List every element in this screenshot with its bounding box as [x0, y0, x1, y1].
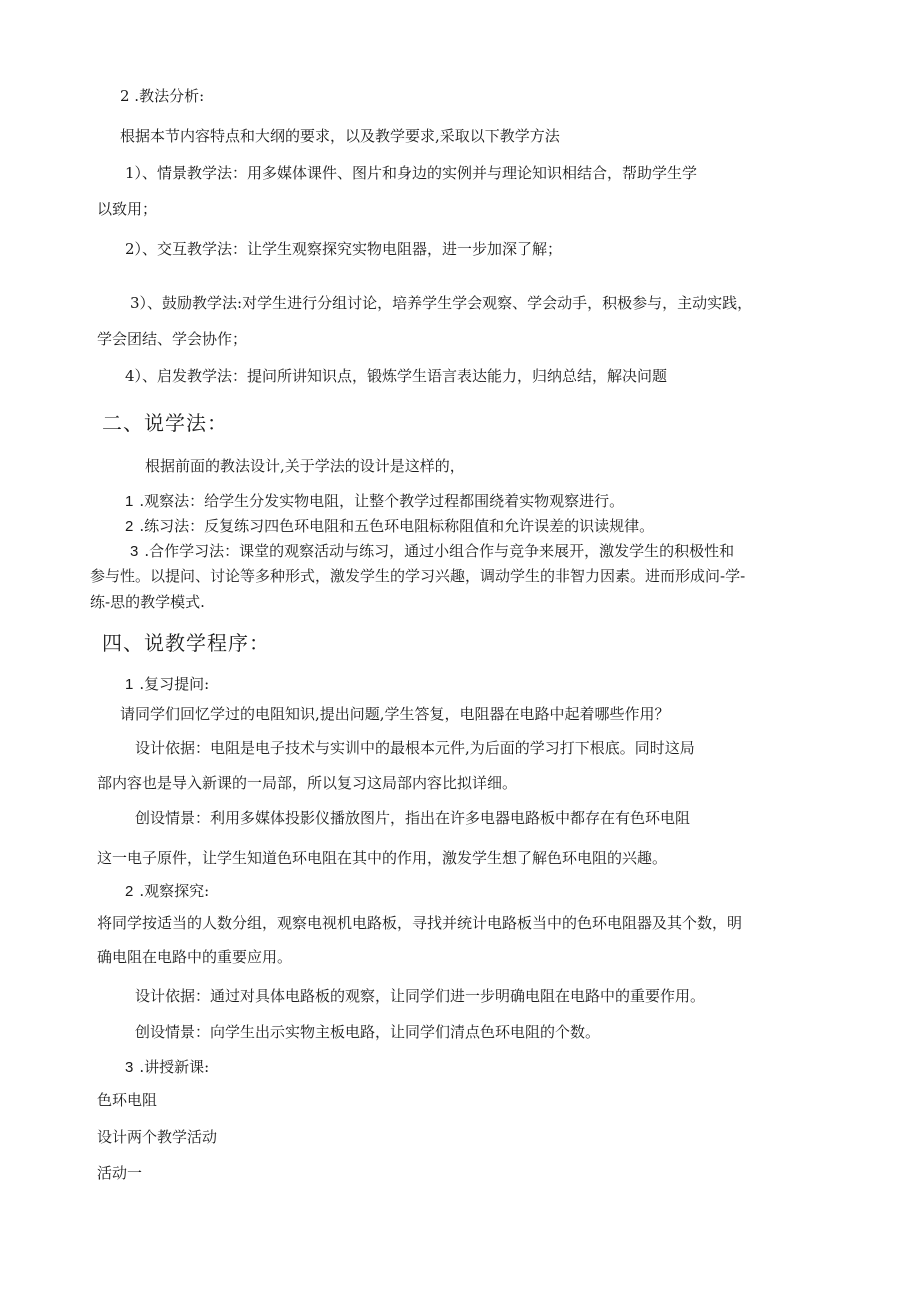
step3-number: 3	[125, 1059, 134, 1076]
learning-item-1-text: .观察法：给学生分发实物电阻，让整个教学过程都围绕着实物观察进行。	[139, 492, 625, 510]
learning-item-3-line2: 参与性。以提问、讨论等多种形式，激发学生的学习兴趣，调动学生的非智力因素。进而形成问-学-	[90, 567, 746, 585]
method-3-line1: 3）、鼓励教学法:对学生进行分组讨论，培养学生学会观察、学会动手，积极参与，主动实践，	[130, 294, 753, 312]
method-3-line2: 学会团结、学会协作；	[97, 330, 248, 348]
step1-title-text: .复习提问:	[139, 675, 210, 693]
step2-title	[125, 881, 209, 902]
step2-title-text: .观察探究:	[139, 882, 210, 900]
step1-number: 1	[125, 676, 134, 693]
step1-basis-line2: 部内容也是导入新课的一局部，所以复习这局部内容比拟详细。	[97, 774, 518, 792]
step2-text-line1: 将同学按适当的人数分组，观察电视机电路板，寻找并统计电路板当中的色环电阻器及其个数，明	[97, 914, 743, 932]
learning-item-3-line3: 练-思的教学模式.	[90, 593, 205, 611]
learning-item-1-number: 1	[125, 493, 134, 510]
step3-activity: 活动一	[97, 1164, 143, 1182]
learning-item-3	[130, 541, 734, 562]
method-2: 2）、交互教学法：让学生观察探究实物电阻器，进一步加深了解；	[125, 240, 563, 258]
step1-basis-line1: 设计依据：电阻是电子技术与实训中的最根本元件,为后面的学习打下根底。同时这局	[135, 739, 695, 757]
step1-title	[125, 674, 209, 695]
step1-scene-line2: 这一电子原件，让学生知道色环电阻在其中的作用，激发学生想了解色环电阻的兴趣。	[97, 849, 668, 867]
learning-item-3-number: 3	[130, 543, 139, 560]
step2-number: 2	[125, 883, 134, 900]
learning-intro: 根据前面的教法设计,关于学法的设计是这样的，	[145, 457, 465, 475]
method-intro: 根据本节内容特点和大纲的要求，以及教学要求,采取以下教学方法	[120, 127, 560, 145]
step3-design: 设计两个教学活动	[97, 1128, 218, 1146]
learning-item-2	[125, 516, 654, 537]
method-4: 4）、启发教学法：提问所讲知识点，锻炼学生语言表达能力，归纳总结，解决问题	[125, 367, 668, 385]
step2-text-line2: 确电阻在电路中的重要应用。	[97, 948, 293, 966]
step3-topic: 色环电阻	[97, 1091, 158, 1109]
learning-item-1	[125, 491, 624, 512]
step2-scene: 创设情景：向学生出示实物主板电路，让同学们清点色环电阻的个数。	[135, 1023, 601, 1041]
step1-scene-line1: 创设情景：利用多媒体投影仪播放图片，指出在许多电器电路板中都存在有色环电阻	[135, 809, 691, 827]
step3-title-text: .讲授新课:	[139, 1058, 210, 1076]
step2-basis: 设计依据：通过对具体电路板的观察，让同学们进一步明确电阻在电路中的重要作用。	[135, 987, 706, 1005]
method-1-line1: 1）、情景教学法：用多媒体课件、图片和身边的实例并与理论知识相结合，帮助学生学	[125, 164, 698, 182]
step1-text: 请同学们回忆学过的电阻知识,提出问题,学生答复，电阻器在电路中起着哪些作用？	[120, 705, 670, 723]
step3-title	[125, 1057, 209, 1078]
learning-item-2-number: 2	[125, 518, 134, 535]
procedure-heading: 四、说教学程序：	[102, 631, 270, 655]
method-1-line2: 以致用；	[97, 200, 158, 218]
learning-item-2-text: .练习法：反复练习四色环电阻和五色环电阻标称阻值和允许误差的识读规律。	[139, 517, 655, 535]
method-analysis-title: 2 .教法分析:	[120, 87, 205, 105]
learning-heading: 二、说学法：	[102, 411, 228, 435]
learning-item-3-text: .合作学习法：课堂的观察活动与练习，通过小组合作与竞争来展开，激发学生的积极性和	[144, 542, 735, 560]
